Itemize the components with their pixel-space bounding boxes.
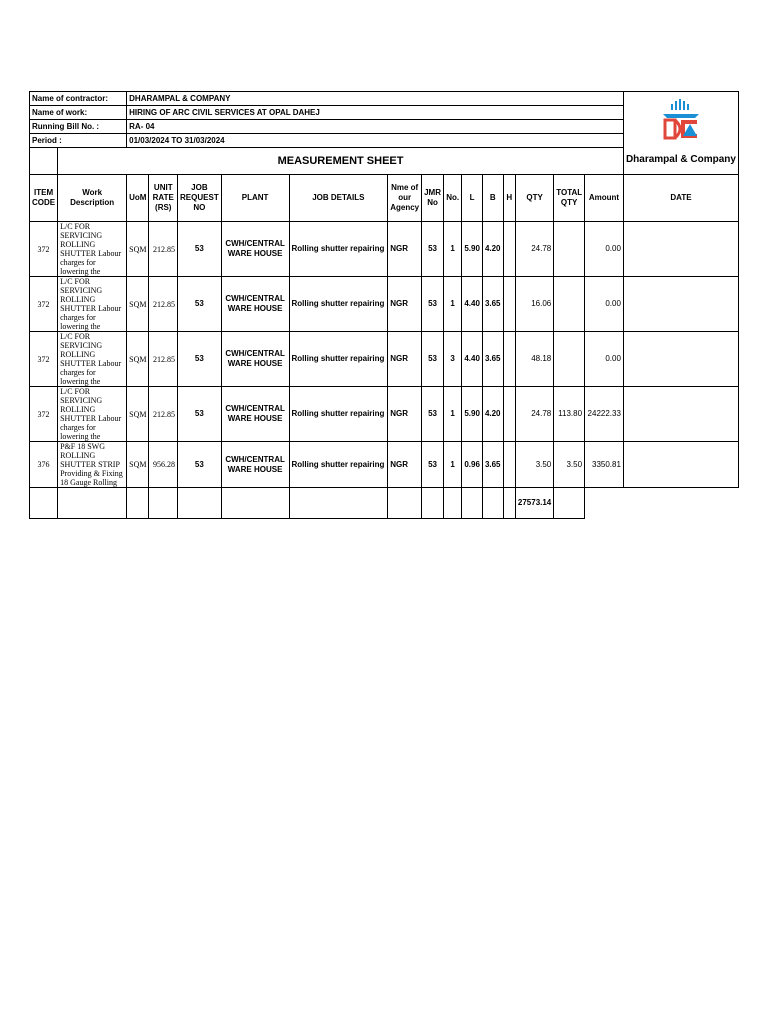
col-uom: UoM xyxy=(127,175,149,222)
job-details-cell: Rolling shutter repairing xyxy=(289,442,388,488)
work-description-cell: L/C FOR SERVICING ROLLING SHUTTER Labour charges for lowering the xyxy=(58,387,127,442)
blank-cell xyxy=(221,488,289,519)
date-cell xyxy=(623,442,738,488)
qty-cell: 24.78 xyxy=(515,222,553,277)
measurement-sheet xyxy=(29,91,739,519)
plant-cell: CWH/CENTRAL WARE HOUSE xyxy=(221,277,289,332)
col-l: L xyxy=(462,175,483,222)
measurement-table xyxy=(29,91,739,519)
h-cell xyxy=(503,387,515,442)
period-value: 01/03/2024 TO 31/03/2024 xyxy=(127,134,624,148)
col-total-qty: TOTAL QTY xyxy=(554,175,585,222)
qty-cell: 3.50 xyxy=(515,442,553,488)
col-agency: Nme of our Agency xyxy=(388,175,422,222)
sheet-title: MEASUREMENT SHEET xyxy=(58,148,624,175)
job-details-cell: Rolling shutter repairing xyxy=(289,277,388,332)
qty-cell: 24.78 xyxy=(515,387,553,442)
b-cell: 3.65 xyxy=(482,277,503,332)
table-row xyxy=(30,442,739,488)
blank-cell xyxy=(58,488,127,519)
qty-cell: 16.06 xyxy=(515,277,553,332)
col-no: No. xyxy=(443,175,461,222)
b-cell: 4.20 xyxy=(482,222,503,277)
blank-cell xyxy=(289,488,388,519)
dc-company-logo-icon xyxy=(657,98,705,142)
col-job-details: JOB DETAILS xyxy=(289,175,388,222)
l-cell: 5.90 xyxy=(462,222,483,277)
jmr-cell: 53 xyxy=(422,332,444,387)
job-request-cell: 53 xyxy=(178,332,222,387)
date-cell xyxy=(623,277,738,332)
jmr-cell: 53 xyxy=(422,222,444,277)
total-qty-cell xyxy=(554,277,585,332)
b-cell: 4.20 xyxy=(482,387,503,442)
l-cell: 4.40 xyxy=(462,332,483,387)
blank-cell xyxy=(422,488,444,519)
work-description-cell: L/C FOR SERVICING ROLLING SHUTTER Labour charges for lowering the xyxy=(58,332,127,387)
col-item-code: ITEM CODE xyxy=(30,175,58,222)
plant-cell: CWH/CENTRAL WARE HOUSE xyxy=(221,222,289,277)
blank-cell xyxy=(178,488,222,519)
job-details-cell: Rolling shutter repairing xyxy=(289,222,388,277)
blank-cell xyxy=(149,488,178,519)
h-cell xyxy=(503,277,515,332)
job-request-cell: 53 xyxy=(178,442,222,488)
job-request-cell: 53 xyxy=(178,387,222,442)
qty-cell: 48.18 xyxy=(515,332,553,387)
agency-cell: NGR xyxy=(388,277,422,332)
jmr-cell: 53 xyxy=(422,277,444,332)
uom-cell: SQM xyxy=(127,442,149,488)
h-cell xyxy=(503,442,515,488)
amount-cell: 24222.33 xyxy=(585,387,624,442)
period-label: Period : xyxy=(30,134,127,148)
job-request-cell: 53 xyxy=(178,222,222,277)
col-unit-rate: UNIT RATE (RS) xyxy=(149,175,178,222)
plant-cell: CWH/CENTRAL WARE HOUSE xyxy=(221,442,289,488)
amount-cell: 0.00 xyxy=(585,222,624,277)
amount-cell: 3350.81 xyxy=(585,442,624,488)
col-qty: QTY xyxy=(515,175,553,222)
h-cell xyxy=(503,222,515,277)
unit-rate-cell: 212.85 xyxy=(149,277,178,332)
blank-cell xyxy=(443,488,461,519)
bill-label: Running Bill No. : xyxy=(30,120,127,134)
agency-cell: NGR xyxy=(388,332,422,387)
bill-value: RA- 04 xyxy=(127,120,624,134)
job-details-cell: Rolling shutter repairing xyxy=(289,387,388,442)
job-request-cell: 53 xyxy=(178,277,222,332)
plant-cell: CWH/CENTRAL WARE HOUSE xyxy=(221,387,289,442)
blank-cell xyxy=(127,488,149,519)
col-plant: PLANT xyxy=(221,175,289,222)
item-code-cell: 376 xyxy=(30,442,58,488)
total-row xyxy=(30,488,739,519)
uom-cell: SQM xyxy=(127,222,149,277)
company-caption: Dharampal & Company xyxy=(625,154,736,165)
l-cell: 5.90 xyxy=(462,387,483,442)
h-cell xyxy=(503,332,515,387)
table-row xyxy=(30,277,739,332)
blank-cell xyxy=(503,488,515,519)
uom-cell: SQM xyxy=(127,332,149,387)
agency-cell: NGR xyxy=(388,222,422,277)
no-cell: 1 xyxy=(443,277,461,332)
unit-rate-cell: 212.85 xyxy=(149,387,178,442)
no-cell: 3 xyxy=(443,332,461,387)
item-code-cell: 372 xyxy=(30,277,58,332)
item-code-cell: 372 xyxy=(30,332,58,387)
col-amount: Amount xyxy=(585,175,624,222)
total-qty-cell: 3.50 xyxy=(554,442,585,488)
blank-cell xyxy=(30,148,58,175)
total-qty-cell xyxy=(554,332,585,387)
contractor-value: DHARAMPAL & COMPANY xyxy=(127,92,624,106)
agency-cell: NGR xyxy=(388,387,422,442)
col-b: B xyxy=(482,175,503,222)
no-cell: 1 xyxy=(443,387,461,442)
header-row xyxy=(30,175,739,222)
unit-rate-cell: 212.85 xyxy=(149,222,178,277)
no-cell: 1 xyxy=(443,442,461,488)
no-cell: 1 xyxy=(443,222,461,277)
b-cell: 3.65 xyxy=(482,332,503,387)
date-cell xyxy=(623,222,738,277)
item-code-cell: 372 xyxy=(30,222,58,277)
amount-cell: 0.00 xyxy=(585,277,624,332)
table-row xyxy=(30,332,739,387)
total-qty-cell xyxy=(554,222,585,277)
col-work-description: Work Description xyxy=(58,175,127,222)
amount-cell: 0.00 xyxy=(585,332,624,387)
table-row xyxy=(30,222,739,277)
total-amount-value: 27573.14 xyxy=(515,488,553,519)
total-qty-cell: 113.80 xyxy=(554,387,585,442)
plant-cell: CWH/CENTRAL WARE HOUSE xyxy=(221,332,289,387)
col-date: DATE xyxy=(623,175,738,222)
uom-cell: SQM xyxy=(127,387,149,442)
l-cell: 4.40 xyxy=(462,277,483,332)
blank-cell xyxy=(482,488,503,519)
uom-cell: SQM xyxy=(127,277,149,332)
col-job-request: JOB REQUEST NO xyxy=(178,175,222,222)
jmr-cell: 53 xyxy=(422,442,444,488)
agency-cell: NGR xyxy=(388,442,422,488)
blank-cell xyxy=(30,488,58,519)
blank-cell xyxy=(462,488,483,519)
col-h: H xyxy=(503,175,515,222)
col-jmr: JMR No xyxy=(422,175,444,222)
b-cell: 3.65 xyxy=(482,442,503,488)
blank-cell xyxy=(388,488,422,519)
logo-cell xyxy=(623,92,738,175)
work-value: HIRING OF ARC CIVIL SERVICES AT OPAL DAHEJ xyxy=(127,106,624,120)
jmr-cell: 53 xyxy=(422,387,444,442)
work-description-cell: L/C FOR SERVICING ROLLING SHUTTER Labour charges for lowering the xyxy=(58,222,127,277)
item-code-cell: 372 xyxy=(30,387,58,442)
work-label: Name of work: xyxy=(30,106,127,120)
date-cell xyxy=(623,387,738,442)
work-description-cell: L/C FOR SERVICING ROLLING SHUTTER Labour charges for lowering the xyxy=(58,277,127,332)
unit-rate-cell: 956.28 xyxy=(149,442,178,488)
contractor-label: Name of contractor: xyxy=(30,92,127,106)
unit-rate-cell: 212.85 xyxy=(149,332,178,387)
work-description-cell: P&F 18 SWG ROLLING SHUTTER STRIP Providing & Fixing 18 Gauge Rolling xyxy=(58,442,127,488)
l-cell: 0.96 xyxy=(462,442,483,488)
date-cell xyxy=(623,332,738,387)
blank-cell xyxy=(554,488,585,519)
job-details-cell: Rolling shutter repairing xyxy=(289,332,388,387)
table-row xyxy=(30,387,739,442)
